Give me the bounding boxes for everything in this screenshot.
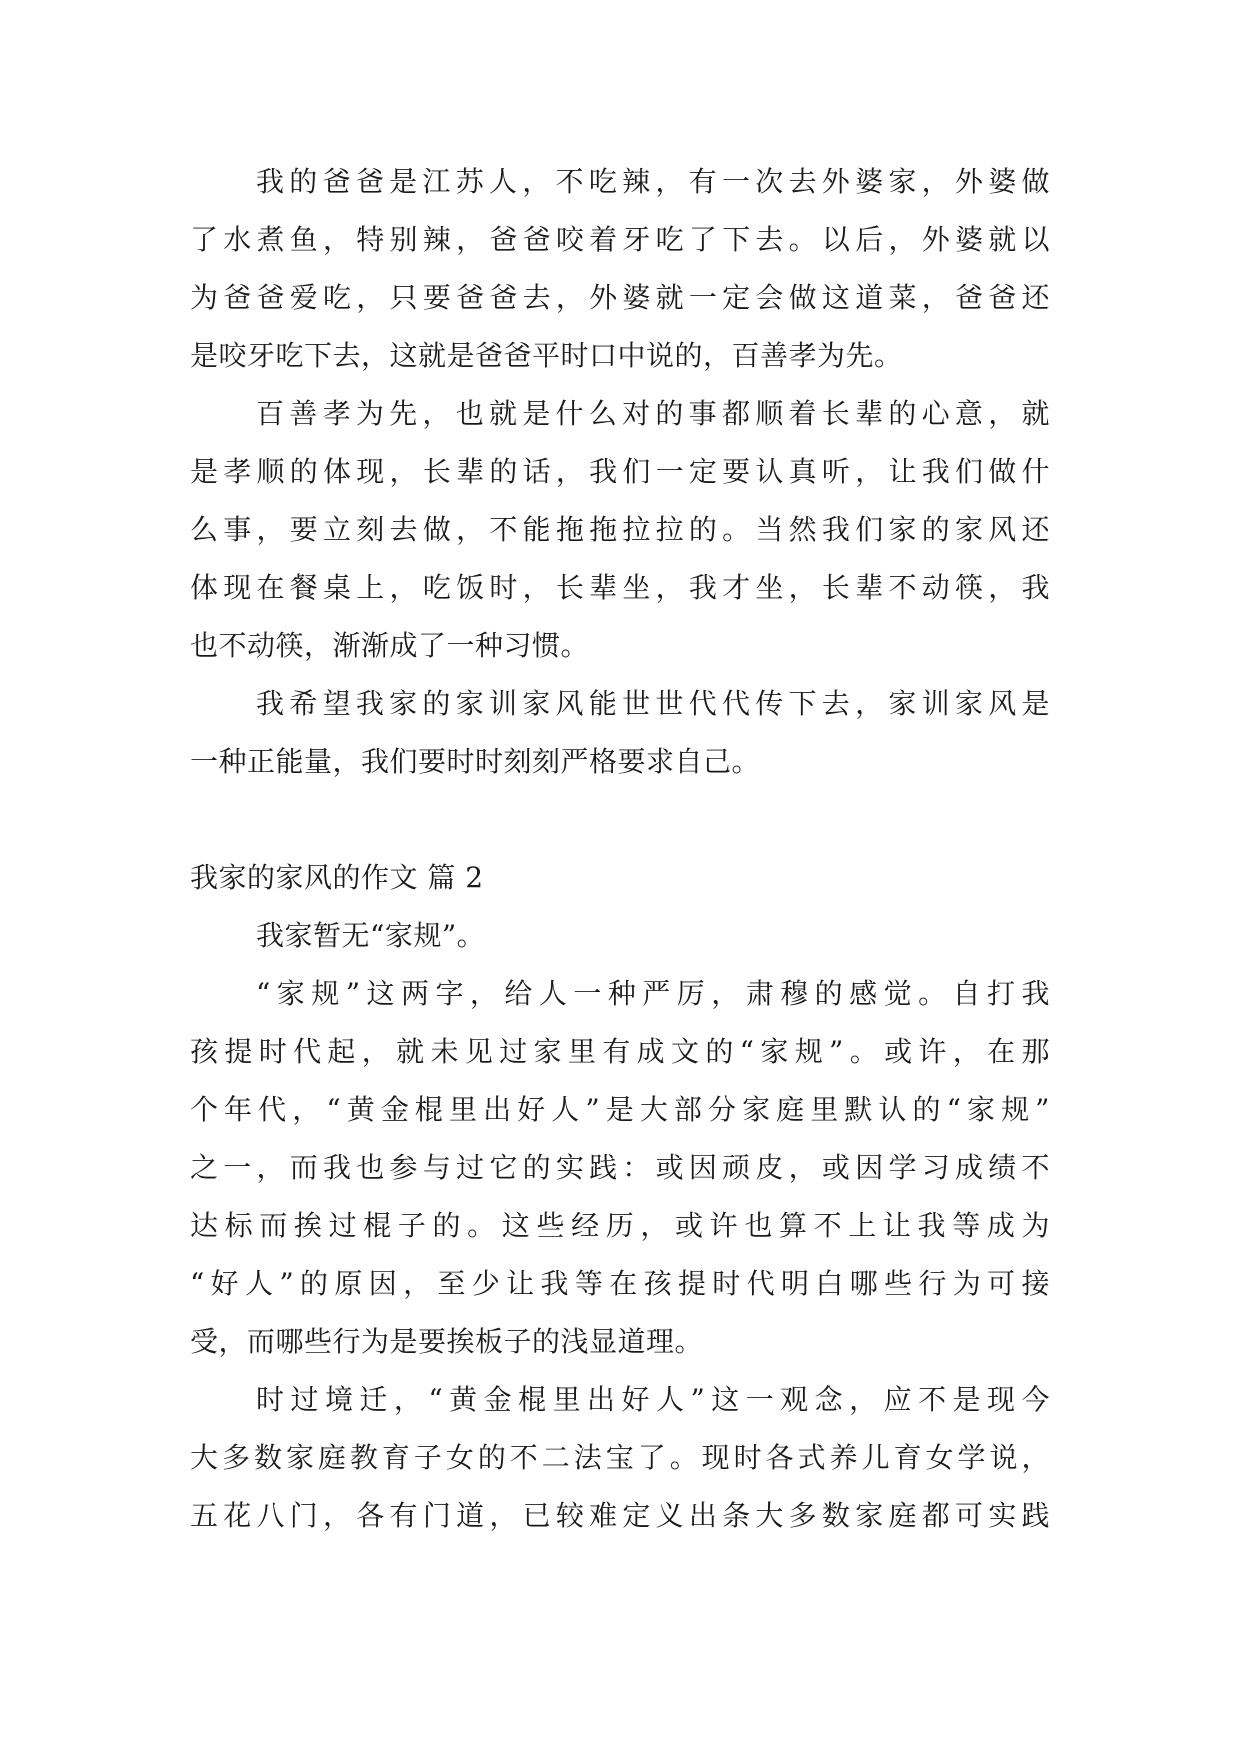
text-line: 个年代，“黄金棍里出好人”是大部分家庭里默认的“家规” (190, 1093, 1050, 1126)
text-line: 时过境迁，“黄金棍里出好人”这一观念，应不是现今 (256, 1383, 1050, 1416)
text-line: 了水煮鱼，特别辣，爸爸咬着牙吃了下去。以后，外婆就以 (190, 223, 1050, 256)
text-line: “家规”这两字，给人一种严厉，肃穆的感觉。自打我 (256, 977, 1050, 1010)
text-line: 我的爸爸是江苏人，不吃辣，有一次去外婆家，外婆做 (256, 165, 1050, 198)
text-line: 为爸爸爱吃，只要爸爸去，外婆就一定会做这道菜，爸爸还 (190, 281, 1050, 314)
text-line: 一种正能量，我们要时时刻刻严格要求自己。 (190, 745, 761, 778)
text-line: 孩提时代起，就未见过家里有成文的“家规”。或许，在那 (190, 1035, 1050, 1068)
text-line: “好人”的原因，至少让我等在孩提时代明白哪些行为可接 (190, 1267, 1050, 1300)
text-line: 么事，要立刻去做，不能拖拖拉拉的。当然我们家的家风还 (190, 513, 1050, 546)
text-line: 五花八门，各有门道，已较难定义出条大多数家庭都可实践 (190, 1499, 1050, 1532)
text-line: 之一，而我也参与过它的实践：或因顽皮，或因学习成绩不 (190, 1151, 1050, 1184)
text-line: 大多数家庭教育子女的不二法宝了。现时各式养儿育女学说， (190, 1441, 1050, 1474)
text-line: 体现在餐桌上，吃饭时，长辈坐，我才坐，长辈不动筷，我 (190, 571, 1050, 604)
text-line: 是咬牙吃下去，这就是爸爸平时口中说的，百善孝为先。 (190, 339, 903, 372)
text-line: 是孝顺的体现，长辈的话，我们一定要认真听，让我们做什 (190, 455, 1050, 488)
text-line: 我家暂无“家规”。 (256, 919, 486, 952)
text-line: 也不动筷，渐渐成了一种习惯。 (190, 629, 590, 662)
text-line: 受，而哪些行为是要挨板子的浅显道理。 (190, 1325, 704, 1358)
text-line: 达标而挨过棍子的。这些经历，或许也算不上让我等成为 (190, 1209, 1050, 1242)
section-heading: 我家的家风的作文 篇 2 (190, 861, 484, 894)
text-line: 百善孝为先，也就是什么对的事都顺着长辈的心意，就 (256, 397, 1050, 430)
text-line: 我希望我家的家训家风能世世代代传下去，家训家风是 (256, 687, 1050, 720)
